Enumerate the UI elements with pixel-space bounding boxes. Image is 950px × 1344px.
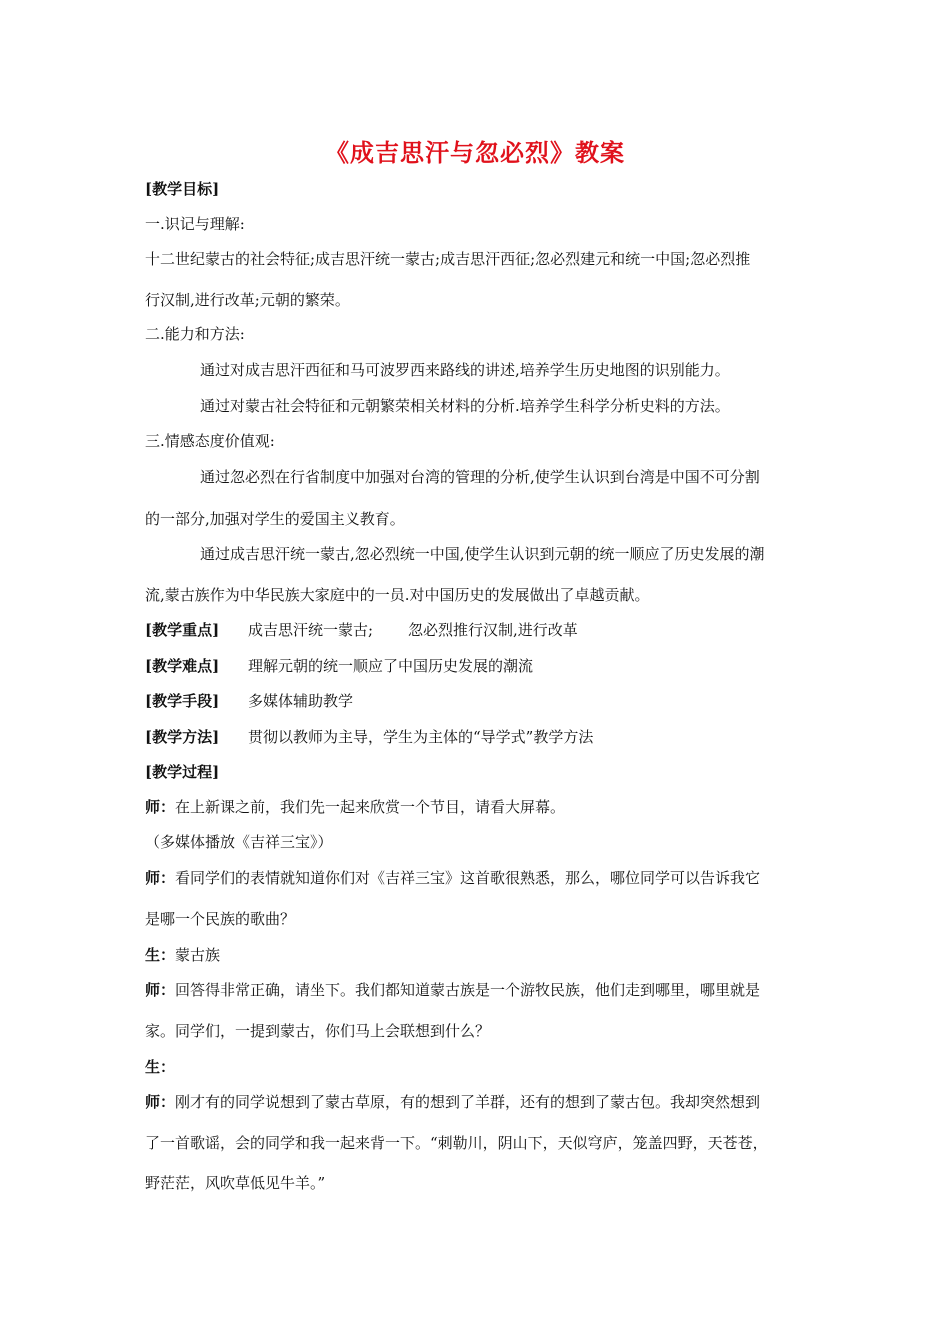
- dialogue-line: [145, 945, 220, 965]
- key-points-value1: 成吉思汗统一蒙古;: [248, 621, 374, 639]
- key-points-row: [145, 620, 578, 640]
- dialogue-text: 是哪一个民族的歌曲？: [145, 910, 296, 928]
- dialogue-line: [145, 909, 295, 929]
- means-value: 多媒体辅助教学: [248, 692, 354, 710]
- dialogue-speaker: 师：: [145, 1093, 176, 1111]
- difficulty-value: 理解元朝的统一顺应了中国历史发展的潮流: [248, 657, 534, 675]
- means-label: [教学手段]: [145, 692, 220, 710]
- objectives-heading: [教学目标]: [145, 180, 220, 198]
- section1-paragraph-line2: 行汉制,进行改革;元朝的繁荣。: [145, 291, 350, 309]
- section2-paragraph2: 通过对蒙古社会特征和元朝繁荣相关材料的分析.培养学生科学分析史料的方法。: [200, 397, 730, 415]
- dialogue-line: [145, 797, 565, 817]
- dialogue-line: [145, 832, 333, 852]
- section3-paragraph1-line1: 通过忽必烈在行省制度中加强对台湾的管理的分析,使学生认识到台湾是中国不可分割: [200, 468, 760, 486]
- dialogue-speaker: 生：: [145, 1058, 176, 1076]
- dialogue-speaker: 生：: [145, 946, 176, 964]
- section3-heading: 三.情感态度价值观:: [145, 432, 275, 450]
- section1-paragraph-line1: 十二世纪蒙古的社会特征;成吉思汗统一蒙古;成吉思汗西征;忽必烈建元和统一中国;忽必烈推: [145, 250, 751, 268]
- dialogue-text: 看同学们的表情就知道你们对《吉祥三宝》这首歌很熟悉，那么，哪位同学可以告诉我它: [175, 869, 761, 887]
- means-row: [145, 691, 354, 711]
- dialogue-speaker: 师：: [145, 981, 176, 999]
- section1-heading: 一.识记与理解:: [145, 215, 245, 233]
- dialogue-text: 刚才有的同学说想到了蒙古草原，有的想到了羊群，还有的想到了蒙古包。我却突然想到: [175, 1093, 761, 1111]
- document-title: 《成吉思汗与忽必烈》教案: [325, 138, 625, 167]
- section3-paragraph1-line2: 的一部分,加强对学生的爱国主义教育。: [145, 510, 405, 528]
- dialogue-line: [145, 1092, 760, 1112]
- dialogue-line: [145, 1021, 490, 1041]
- section3-paragraph2-line2: 流,蒙古族作为中华民族大家庭中的一员.对中国历史的发展做出了卓越贡献。: [145, 586, 650, 604]
- method-value: 贯彻以教师为主导，学生为主体的“导学式”教学方法: [248, 728, 594, 746]
- dialogue-text: 回答得非常正确，请坐下。我们都知道蒙古族是一个游牧民族，他们走到哪里，哪里就是: [175, 981, 761, 999]
- dialogue-speaker: 师：: [145, 798, 176, 816]
- dialogue-text: 蒙古族: [175, 946, 221, 964]
- dialogue-text: 家。同学们，一提到蒙古，你们马上会联想到什么？: [145, 1022, 491, 1040]
- dialogue-speaker: 师：: [145, 869, 176, 887]
- dialogue-line: [145, 1133, 768, 1153]
- key-points-label: [教学重点]: [145, 621, 220, 639]
- dialogue-text: 在上新课之前，我们先一起来欣赏一个节目，请看大屏幕。: [175, 798, 566, 816]
- section2-paragraph1: 通过对成吉思汗西征和马可波罗西来路线的讲述,培养学生历史地图的识别能力。: [200, 361, 730, 379]
- key-points-value2: 忽必烈推行汉制,进行改革: [408, 621, 578, 639]
- dialogue-text: （多媒体播放《吉祥三宝》）: [145, 833, 333, 851]
- section2-heading: 二.能力和方法:: [145, 325, 245, 343]
- method-label: [教学方法]: [145, 728, 220, 746]
- dialogue-line: [145, 1173, 325, 1193]
- difficulty-row: [145, 656, 534, 676]
- method-row: [145, 727, 594, 747]
- process-heading: [教学过程]: [145, 763, 220, 781]
- dialogue-text: 了一首歌谣，会的同学和我一起来背一下。“刺勒川，阴山下，天似穹庐，笼盖四野，天苍苍，: [145, 1134, 768, 1152]
- dialogue-line: [145, 868, 760, 888]
- difficulty-label: [教学难点]: [145, 657, 220, 675]
- dialogue-line: [145, 980, 760, 1000]
- section3-paragraph2-line1: 通过成吉思汗统一蒙古,忽必烈统一中国,使学生认识到元朝的统一顺应了历史发展的潮: [200, 545, 765, 563]
- dialogue-text: 野茫茫，风吹草低见牛羊。”: [145, 1174, 326, 1192]
- dialogue-line: [145, 1057, 175, 1077]
